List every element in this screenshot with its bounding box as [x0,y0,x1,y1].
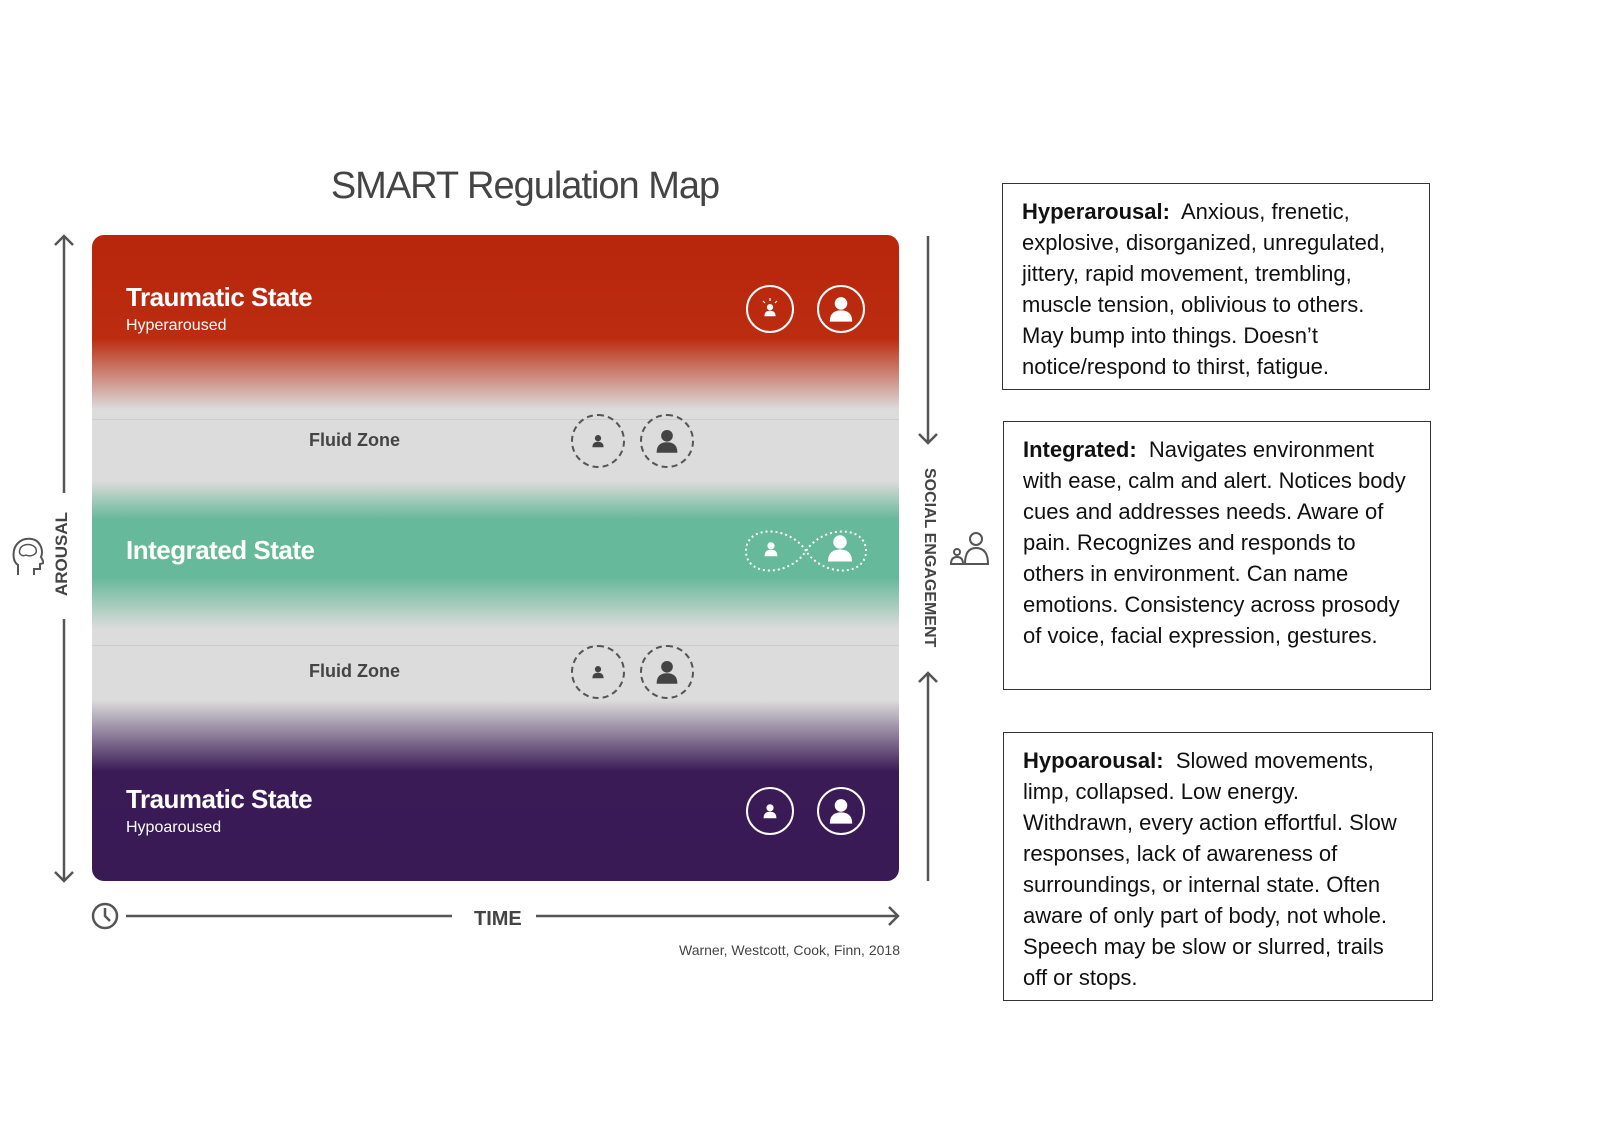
person-icon [817,787,865,835]
box-term: Hypoarousal: [1023,748,1164,773]
arousal-axis-label: AROUSAL [52,511,71,596]
divider [92,645,899,646]
small-person-icon [746,787,794,835]
small-person-icon [571,414,625,468]
social-engagement-axis-label: SOCIAL ENGAGEMENT [921,468,938,648]
hyperarousal-description [1002,183,1430,390]
infinity-connection-icon [744,520,868,582]
box-text: Anxious, frenetic, explosive, disorganized, unregulated, jittery, rapid movement, trembling, muscle tension, oblivious to others. May bump into things. Doesn’t notice/respond to thirst, fatigue. [1022,199,1386,379]
divider [92,419,899,420]
box-term: Hyperarousal: [1022,199,1170,224]
box-term: Integrated: [1023,437,1137,462]
box-text: Navigates environment with ease, calm and alert. Notices body cues and addresses needs. Aware of pain. Recognizes and responds to others in environment. Can name emotions. Consistency across prosody of voice, facial expression, gestures. [1023,437,1406,648]
citation: Warner, Westcott, Cook, Finn, 2018 [679,942,900,958]
alert-person-icon [746,285,794,333]
brain-head-icon [10,535,44,577]
integrated-description [1003,421,1431,690]
page-title: SMART Regulation Map [330,165,720,207]
hypoarousal-description [1003,732,1433,1001]
fluid-zone-label: Fluid Zone [309,430,400,450]
hypo-state-subtitle: Hypoaroused [126,819,222,836]
integrated-state-title: Integrated State [126,535,315,565]
fluid-zone-label: Fluid Zone [309,661,400,681]
hypo-state-title: Traumatic State [126,784,313,814]
small-person-icon [571,645,625,699]
hyper-state-subtitle: Hyperaroused [126,317,227,334]
person-icon [817,285,865,333]
people-icon [948,530,994,566]
person-icon [640,645,694,699]
person-icon [640,414,694,468]
hyper-state-title: Traumatic State [126,282,313,312]
box-text: Slowed movements, limp, collapsed. Low energy. Withdrawn, every action effortful. Slow responses, lack of awareness of surroundings, or internal state. Often aware of only part of body, not whole. Speech may be slow or slurred, trails off or stops. [1023,748,1397,990]
time-axis-label: TIME [474,908,522,930]
